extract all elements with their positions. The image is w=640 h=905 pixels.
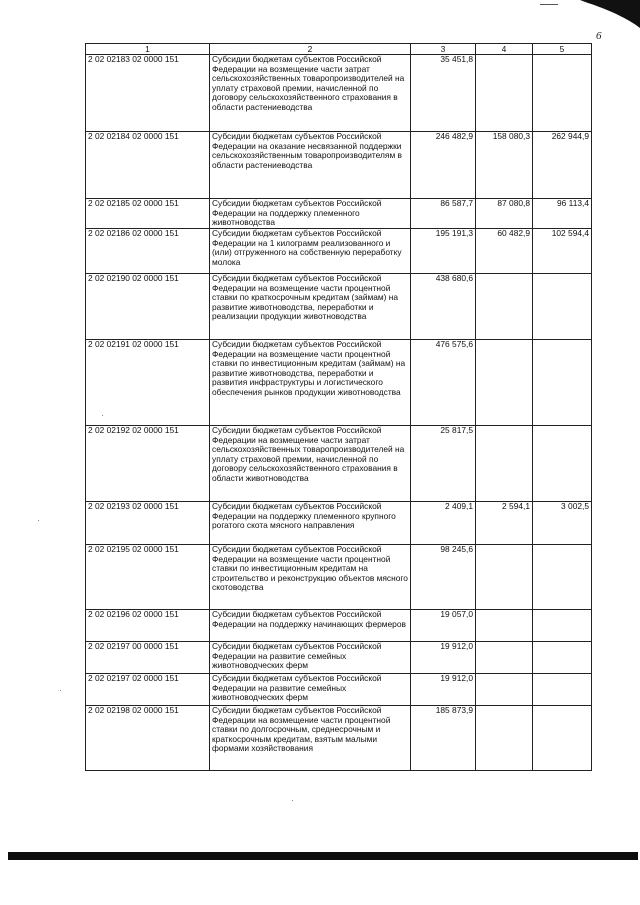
value-col3: 476 575,6 [411, 340, 476, 426]
budget-item-name: Субсидии бюджетам субъектов Российской Федерации на возмещение части процентной ставки по краткосрочным кредитам (займам) на развитие животноводства, переработки и реализации продукции животноводства [210, 274, 411, 340]
budget-item-name: Субсидии бюджетам субъектов Российской Федерации на возмещение части процентной ставки по инвестиционным кредитам (займам) на развитие животноводства, переработки и развития инфраструктуры и логистического обеспечения рынков продукции животноводства [210, 340, 411, 426]
budget-item-name: Субсидии бюджетам субъектов Российской Федерации на возмещение части затрат сельскохозяйственных товаропроизводителей на уплату страховой премии, начисленной по договору сельскохозяйственного страхования в области животноводства [210, 426, 411, 502]
value-col3: 19 057,0 [411, 610, 476, 642]
table-header-row [86, 44, 592, 55]
scan-speck [102, 415, 103, 416]
value-col4 [476, 610, 533, 642]
table-row [86, 706, 592, 771]
value-col5 [533, 706, 592, 771]
value-col4 [476, 340, 533, 426]
table-row [86, 274, 592, 340]
value-col3: 19 912,0 [411, 642, 476, 674]
column-header: 3 [411, 44, 476, 55]
scan-speck [292, 800, 293, 801]
value-col5: 102 594,4 [533, 229, 592, 274]
column-header: 4 [476, 44, 533, 55]
budget-item-name: Субсидии бюджетам субъектов Российской Федерации на оказание несвязанной поддержки сельскохозяйственным товаропроизводителям в области растениеводства [210, 132, 411, 199]
value-col4 [476, 274, 533, 340]
scan-corner-mark [580, 0, 640, 30]
table-row [86, 132, 592, 199]
column-header: 1 [86, 44, 210, 55]
budget-code: 2 02 02190 02 0000 151 [86, 274, 210, 340]
table-row [86, 545, 592, 610]
budget-item-name: Субсидии бюджетам субъектов Российской Федерации на поддержку племенного животноводства [210, 199, 411, 229]
value-col5 [533, 642, 592, 674]
table-row [86, 199, 592, 229]
value-col4 [476, 642, 533, 674]
value-col5: 96 113,4 [533, 199, 592, 229]
budget-code: 2 02 02185 02 0000 151 [86, 199, 210, 229]
column-header: 2 [210, 44, 411, 55]
budget-item-name: Субсидии бюджетам субъектов Российской Федерации на развитие семейных животноводческих ферм [210, 642, 411, 674]
budget-item-name: Субсидии бюджетам субъектов Российской Федерации на поддержку начинающих фермеров [210, 610, 411, 642]
value-col3: 438 680,6 [411, 274, 476, 340]
value-col3: 246 482,9 [411, 132, 476, 199]
scan-mark [540, 4, 558, 5]
budget-code: 2 02 02198 02 0000 151 [86, 706, 210, 771]
budget-item-name: Субсидии бюджетам субъектов Российской Федерации на возмещение части процентной ставки по долгосрочным, среднесрочным и краткосрочным кредитам, взятым малыми формами хозяйствования [210, 706, 411, 771]
budget-code: 2 02 02186 02 0000 151 [86, 229, 210, 274]
table-row [86, 674, 592, 706]
value-col3: 86 587,7 [411, 199, 476, 229]
value-col4 [476, 706, 533, 771]
budget-item-name: Субсидии бюджетам субъектов Российской Федерации на возмещение части затрат сельскохозяйственных товаропроизводителей на уплату страховой премии, начисленной по договору сельскохозяйственного страхования в области растениеводства [210, 55, 411, 132]
scan-speck [38, 520, 39, 521]
budget-item-name: Субсидии бюджетам субъектов Российской Федерации на поддержку племенного крупного рогатого скота мясного направления [210, 502, 411, 545]
table-row [86, 55, 592, 132]
value-col5 [533, 55, 592, 132]
value-col3: 35 451,8 [411, 55, 476, 132]
value-col4: 2 594,1 [476, 502, 533, 545]
budget-code: 2 02 02197 00 0000 151 [86, 642, 210, 674]
column-header: 5 [533, 44, 592, 55]
budget-code: 2 02 02184 02 0000 151 [86, 132, 210, 199]
table-row [86, 340, 592, 426]
budget-code: 2 02 02197 02 0000 151 [86, 674, 210, 706]
scan-bottom-edge [8, 852, 638, 860]
table-row [86, 229, 592, 274]
budget-code: 2 02 02192 02 0000 151 [86, 426, 210, 502]
value-col3: 25 817,5 [411, 426, 476, 502]
budget-code: 2 02 02183 02 0000 151 [86, 55, 210, 132]
value-col4: 158 080,3 [476, 132, 533, 199]
value-col4 [476, 426, 533, 502]
value-col5 [533, 426, 592, 502]
value-col5 [533, 545, 592, 610]
budget-table [85, 43, 592, 771]
value-col4 [476, 55, 533, 132]
page-number: 6 [596, 30, 602, 42]
value-col4 [476, 674, 533, 706]
value-col3: 195 191,3 [411, 229, 476, 274]
budget-item-name: Субсидии бюджетам субъектов Российской Федерации на возмещение части процентной ставки по инвестиционным кредитам на строительство и реконструкцию объектов мясного скотоводства [210, 545, 411, 610]
budget-code: 2 02 02193 02 0000 151 [86, 502, 210, 545]
value-col5 [533, 674, 592, 706]
value-col4: 87 080,8 [476, 199, 533, 229]
value-col5 [533, 610, 592, 642]
table-row [86, 502, 592, 545]
value-col4 [476, 545, 533, 610]
value-col5: 3 002,5 [533, 502, 592, 545]
budget-item-name: Субсидии бюджетам субъектов Российской Федерации на 1 килограмм реализованного и (или) отгруженного на собственную переработку молока [210, 229, 411, 274]
value-col5 [533, 274, 592, 340]
value-col3: 19 912,0 [411, 674, 476, 706]
budget-code: 2 02 02195 02 0000 151 [86, 545, 210, 610]
value-col4: 60 482,9 [476, 229, 533, 274]
value-col5: 262 944,9 [533, 132, 592, 199]
scan-speck [60, 690, 61, 691]
table-row [86, 610, 592, 642]
table-row [86, 642, 592, 674]
value-col3: 2 409,1 [411, 502, 476, 545]
budget-code: 2 02 02191 02 0000 151 [86, 340, 210, 426]
value-col5 [533, 340, 592, 426]
table-row [86, 426, 592, 502]
value-col3: 185 873,9 [411, 706, 476, 771]
budget-code: 2 02 02196 02 0000 151 [86, 610, 210, 642]
value-col3: 98 245,6 [411, 545, 476, 610]
budget-item-name: Субсидии бюджетам субъектов Российской Федерации на развитие семейных животноводческих ферм [210, 674, 411, 706]
